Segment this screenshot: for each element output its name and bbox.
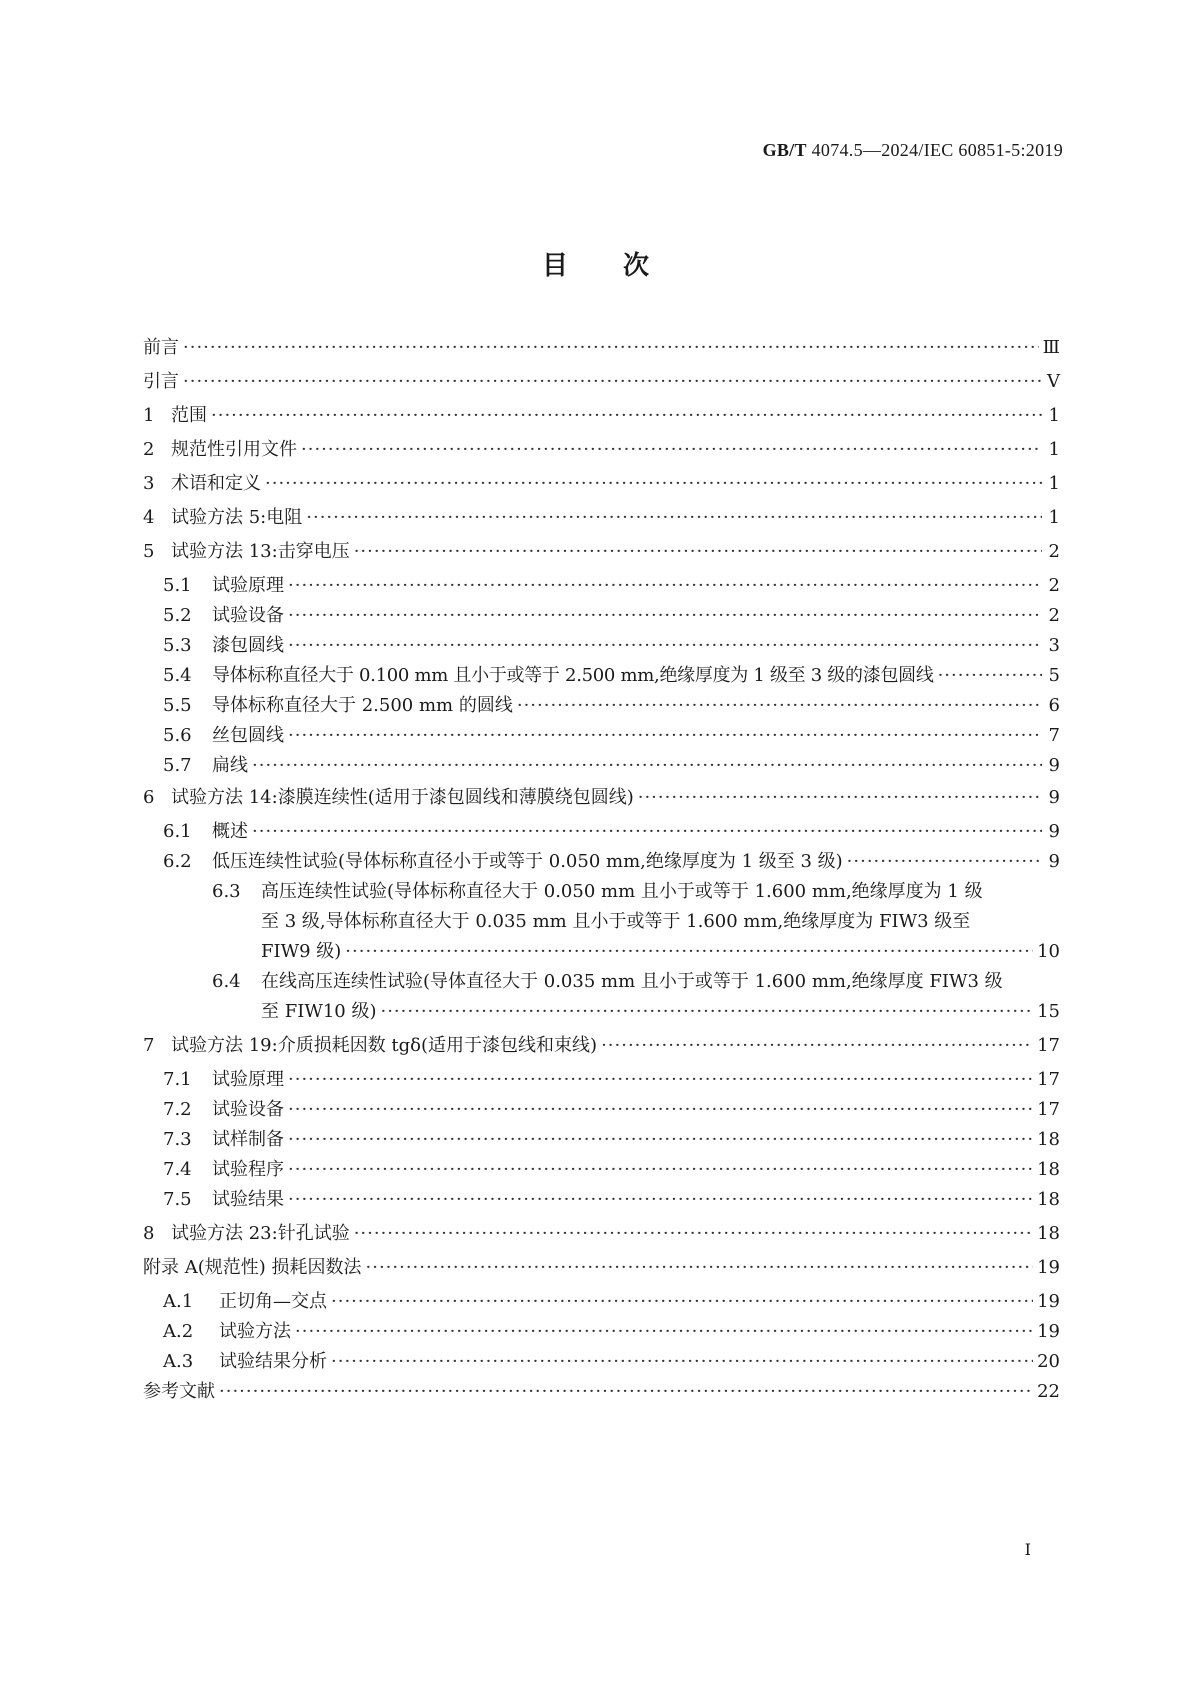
toc-leader [288,1188,1033,1212]
toc-entry-text: 参考文献 [143,1381,215,1402]
toc-leader [288,1158,1033,1182]
toc-entry-7-4[interactable] [143,1158,1060,1182]
toc-leader [288,634,1042,658]
toc-entry-number: A.1 [163,1291,194,1312]
toc-entry-text: 导体标称直径大于 2.500 mm 的圆线 [212,695,513,716]
toc-entry-3[interactable] [143,472,1060,496]
toc-entry-page: 18 [1037,1223,1060,1244]
toc-entry-number: 7 [143,1035,155,1056]
toc-entry-text: 附录 A(规范性) 损耗因数法 [143,1257,362,1278]
toc-entry-page: 18 [1037,1159,1060,1180]
toc-entry-text: 低压连续性试验(导体标称直径小于或等于 0.050 mm,绝缘厚度为 1 级至 3 级) [212,851,843,872]
standard-code [763,140,1063,161]
toc-leader [601,1034,1033,1058]
toc-entry-number: 8 [143,1223,155,1244]
toc-entry-page: 2 [1048,541,1060,562]
toc-entry-page: 9 [1048,755,1060,776]
toc-entry-text: 试验方法 14:漆膜连续性(适用于漆包圆线和薄膜绕包圆线) [171,787,634,808]
toc-entry-page: 19 [1037,1257,1060,1278]
toc-leader [295,1320,1033,1344]
toc-entry-number: 7.1 [163,1069,192,1090]
toc-entry-text: 丝包圆线 [212,725,284,746]
toc-leader [638,786,1042,810]
toc-entry-text: 试验原理 [212,575,284,596]
toc-entry-number: 7.3 [163,1129,192,1150]
toc-entry-page: 1 [1048,473,1060,494]
toc-entry-5-6[interactable] [143,724,1060,748]
toc-entry-page: 6 [1048,695,1060,716]
toc-entry-page: 2 [1048,605,1060,626]
toc-entry-text: 导体标称直径大于 0.100 mm 且小于或等于 2.500 mm,绝缘厚度为 1 级至 3 级的漆包圆线 [212,665,934,686]
toc-entry-5-2[interactable] [143,604,1060,628]
toc-leader [517,694,1042,718]
toc-entry-a-1[interactable] [143,1290,1060,1314]
toc-entry-page: 15 [1037,1001,1060,1022]
toc-entry-number: 6 [143,787,155,808]
toc-entry-text-line-1: 高压连续性试验(导体标称直径大于 0.050 mm 且小于或等于 1.600 mm,绝缘厚度为 1 级 [261,881,983,902]
toc-entry-bibliography[interactable] [143,1380,1060,1404]
toc-leader [847,850,1042,874]
toc-entry-page: 9 [1048,787,1060,808]
toc-entry-6-4[interactable] [261,1000,1060,1024]
toc-leader [288,1068,1033,1092]
toc-entry-foreword[interactable] [143,336,1060,360]
toc-entry-page: 17 [1037,1035,1060,1056]
toc-entry-text: 试验结果 [212,1189,284,1210]
toc-entry-text: 概述 [212,821,248,842]
toc-entry-page: 3 [1048,635,1060,656]
toc-entry-7-5[interactable] [143,1188,1060,1212]
toc-entry-7-1[interactable] [143,1068,1060,1092]
toc-entry-number: 5.4 [163,665,192,686]
toc-entry-page: 7 [1048,725,1060,746]
toc-entry-text: 前言 [143,337,179,358]
toc-leader [354,1222,1033,1246]
toc-entry-page: 22 [1037,1381,1060,1402]
toc-leader [380,1000,1033,1024]
standard-code-number: 4074.5—2024/IEC 60851-5:2019 [806,140,1063,160]
toc-entry-number: 6.1 [163,821,192,842]
toc-entry-a-2[interactable] [143,1320,1060,1344]
toc-entry-6-1[interactable] [143,820,1060,844]
toc-entry-text: 规范性引用文件 [171,439,297,460]
toc-entry-text-line-1: 在线高压连续性试验(导体直径大于 0.035 mm 且小于或等于 1.600 mm,绝缘厚度 FIW3 级 [261,971,1003,992]
toc-entry-text: 术语和定义 [171,473,261,494]
toc-entry-1[interactable] [143,404,1060,428]
toc-entry-a-3[interactable] [143,1350,1060,1374]
toc-entry-5-7[interactable] [143,754,1060,778]
toc-entry-page: 2 [1048,575,1060,596]
toc-entry-text: 试样制备 [212,1129,284,1150]
toc-leader [366,1256,1034,1280]
toc-entry-number: 1 [143,405,155,426]
toc-entry-number: 7.4 [163,1159,192,1180]
toc-entry-text: 试验设备 [212,1099,284,1120]
toc-entry-7-2[interactable] [143,1098,1060,1122]
toc-entry-text-line-2: 至 3 级,导体标称直径大于 0.035 mm 且小于或等于 1.600 mm,绝缘厚度为 FIW3 级至 [261,911,971,932]
toc-entry-text: 试验方法 [219,1321,291,1342]
toc-leader [252,754,1042,778]
toc-entry-page: 20 [1037,1351,1060,1372]
toc-entry-page: 9 [1048,851,1060,872]
toc-entry-text: 扁线 [212,755,248,776]
toc-leader [288,604,1042,628]
toc-entry-text: 试验方法 13:击穿电压 [171,541,350,562]
toc-leader [265,472,1042,496]
toc-entry-6-2[interactable] [143,850,1060,874]
toc-leader [288,724,1042,748]
toc-entry-page: 1 [1048,439,1060,460]
toc-entry-text: 试验程序 [212,1159,284,1180]
toc-entry-number: 6.3 [212,881,241,902]
toc-entry-5-3[interactable] [143,634,1060,658]
toc-leader [301,438,1042,462]
toc-leader [354,540,1042,564]
toc-entry-number: 5.3 [163,635,192,656]
toc-entry-page: 1 [1048,405,1060,426]
toc-entry-5-1[interactable] [143,574,1060,598]
toc-entry-number: 3 [143,473,155,494]
toc-entry-number: A.3 [163,1351,194,1372]
toc-entry-page: 17 [1037,1069,1060,1090]
toc-leader [252,820,1042,844]
toc-entry-5[interactable] [143,540,1060,564]
toc-entry-introduction[interactable] [143,370,1060,394]
toc-leader [219,1380,1033,1404]
toc-entry-6-3[interactable] [261,940,1060,964]
toc-entry-text: 引言 [143,371,179,392]
toc-entry-page: Ⅲ [1042,337,1060,358]
toc-entry-page: 10 [1037,941,1060,962]
toc-entry-number: 5.5 [163,695,192,716]
toc-entry-annex-a[interactable] [143,1256,1060,1280]
standard-code-prefix: GB/T [762,140,807,160]
toc-leader [288,1128,1033,1152]
toc-entry-text: 范围 [171,405,207,426]
toc-entry-2[interactable] [143,438,1060,462]
toc-leader [183,336,1039,360]
toc-entry-text: 试验结果分析 [219,1351,327,1372]
toc-entry-number: 5.2 [163,605,192,626]
toc-entry-text-line-2: 至 FIW10 级) [261,1001,377,1022]
toc-leader [183,370,1042,394]
page-number: Ⅰ [1024,1540,1031,1559]
page-title: 目次 [541,251,704,281]
toc-entry-number: 6.2 [163,851,192,872]
toc-entry-text-line-3: FIW9 级) [261,941,342,962]
toc-entry-text: 试验设备 [212,605,284,626]
toc-entry-text: 试验方法 23:针孔试验 [171,1223,350,1244]
toc-leader [345,940,1033,964]
toc-entry-page: 1 [1048,507,1060,528]
toc-entry-number: 4 [143,507,155,528]
toc-entry-text: 试验方法 5:电阻 [171,507,303,528]
toc-entry-number: 5.6 [163,725,192,746]
toc-entry-page: 18 [1037,1189,1060,1210]
toc-entry-text: 试验方法 19:介质损耗因数 tgδ(适用于漆包线和束线) [171,1035,598,1056]
toc-entry-text: 漆包圆线 [212,635,284,656]
toc-entry-number: 7.2 [163,1099,192,1120]
toc-entry-5-5[interactable] [143,694,1060,718]
toc-entry-7[interactable] [143,1034,1060,1058]
toc-leader [306,506,1042,530]
toc-entry-page: 18 [1037,1129,1060,1150]
toc-entry-6[interactable] [143,786,1060,810]
toc-entry-page: Ⅴ [1047,371,1060,392]
toc-entry-number: 2 [143,439,155,460]
toc-entry-text: 正切角—交点 [219,1291,327,1312]
toc-entry-7-3[interactable] [143,1128,1060,1152]
toc-leader [288,1098,1033,1122]
toc-entry-text: 试验原理 [212,1069,284,1090]
toc-entry-page: 17 [1037,1099,1060,1120]
toc-entry-page: 19 [1037,1291,1060,1312]
toc-entry-5-4[interactable] [143,664,1060,688]
toc-entry-number: 6.4 [212,971,241,992]
toc-leader [211,404,1042,428]
toc-entry-number: 7.5 [163,1189,192,1210]
toc-leader [331,1290,1033,1314]
toc-entry-4[interactable] [143,506,1060,530]
toc-entry-number: A.2 [163,1321,194,1342]
toc-leader [288,574,1042,598]
toc-leader [938,664,1042,688]
toc-entry-number: 5.7 [163,755,192,776]
toc-leader [331,1350,1033,1374]
toc-entry-number: 5 [143,541,155,562]
toc-entry-page: 19 [1037,1321,1060,1342]
toc-entry-number: 5.1 [163,575,192,596]
toc-entry-page: 5 [1048,665,1060,686]
toc-entry-page: 9 [1048,821,1060,842]
toc-entry-8[interactable] [143,1222,1060,1246]
